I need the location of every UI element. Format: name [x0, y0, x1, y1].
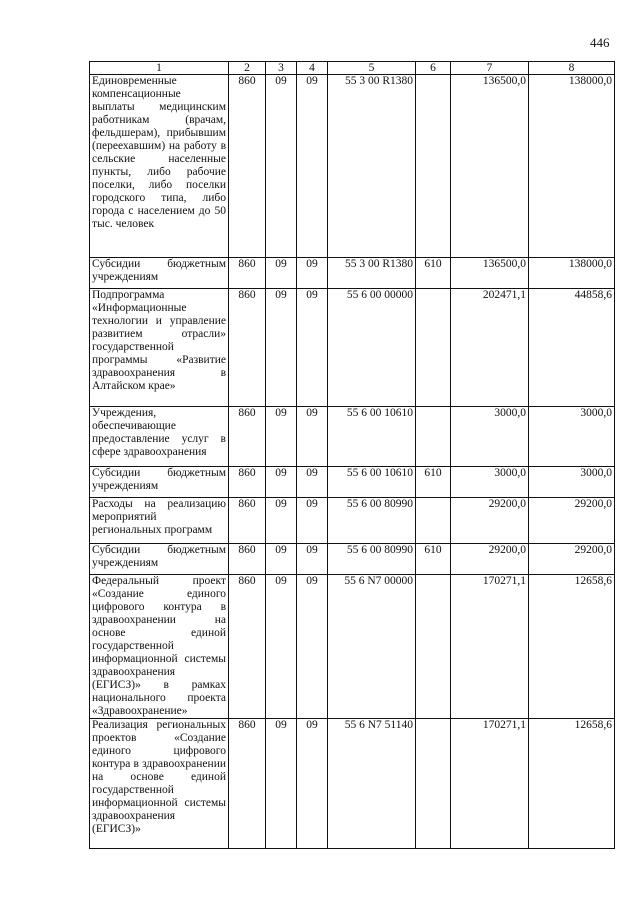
cell-section: 09: [266, 719, 297, 849]
header-col-5: 5: [328, 62, 416, 75]
cell-amount-1: 170271,1: [451, 719, 529, 849]
cell-target-article: 55 6 00 10610: [328, 467, 416, 498]
cell-admin-code: 860: [229, 75, 266, 258]
table-row: [90, 407, 615, 467]
header-col-3: 3: [266, 62, 297, 75]
cell-section: 09: [266, 289, 297, 407]
cell-target-article: 55 6 00 80990: [328, 544, 416, 575]
header-col-2: 2: [229, 62, 266, 75]
cell-amount-1: 3000,0: [451, 467, 529, 498]
budget-table: [89, 61, 615, 849]
cell-admin-code: 860: [229, 467, 266, 498]
header-row: [90, 62, 615, 75]
cell-subsection: 09: [297, 407, 328, 467]
row-name: Субсидии бюджетным учреждениям: [90, 467, 229, 498]
row-name: Расходы на реализацию мероприятий региональных программ: [90, 498, 229, 544]
header-col-7: 7: [451, 62, 529, 75]
cell-amount-1: 170271,1: [451, 575, 529, 719]
cell-subsection: 09: [297, 75, 328, 258]
cell-expense-type: [416, 498, 451, 544]
header-col-4: 4: [297, 62, 328, 75]
cell-subsection: 09: [297, 467, 328, 498]
table-row: [90, 575, 615, 719]
cell-subsection: 09: [297, 498, 328, 544]
cell-admin-code: 860: [229, 575, 266, 719]
cell-section: 09: [266, 544, 297, 575]
cell-amount-2: 3000,0: [529, 407, 615, 467]
table-row: [90, 289, 615, 407]
cell-subsection: 09: [297, 719, 328, 849]
cell-target-article: 55 3 00 R1380: [328, 75, 416, 258]
cell-admin-code: 860: [229, 498, 266, 544]
cell-expense-type: [416, 575, 451, 719]
cell-expense-type: 610: [416, 467, 451, 498]
cell-section: 09: [266, 75, 297, 258]
cell-admin-code: 860: [229, 719, 266, 849]
cell-amount-2: 138000,0: [529, 75, 615, 258]
row-name: Реализация региональных проектов «Создание единого цифрового контура в здравоохранении на основе единой государственной информационной системы здравоохранения (ЕГИСЗ)»: [90, 719, 229, 849]
cell-amount-2: 3000,0: [529, 467, 615, 498]
cell-subsection: 09: [297, 575, 328, 719]
cell-subsection: 09: [297, 544, 328, 575]
cell-amount-2: 44858,6: [529, 289, 615, 407]
header-col-6: 6: [416, 62, 451, 75]
row-name: Учреждения, обеспечивающие предоставление услуг в сфере здравоохранения: [90, 407, 229, 467]
cell-amount-1: 202471,1: [451, 289, 529, 407]
cell-admin-code: 860: [229, 407, 266, 467]
cell-subsection: 09: [297, 289, 328, 407]
cell-amount-1: 136500,0: [451, 258, 529, 289]
cell-subsection: 09: [297, 258, 328, 289]
table-row: [90, 719, 615, 849]
cell-expense-type: 610: [416, 544, 451, 575]
row-name: Федеральный проект «Создание единого цифрового контура в здравоохранении на основе единой государственной информационной системы здравоохранения (ЕГИСЗ)» в рамках национального проекта «Здравоохранение»: [90, 575, 229, 719]
cell-admin-code: 860: [229, 544, 266, 575]
row-name: Субсидии бюджетным учреждениям: [90, 258, 229, 289]
cell-amount-2: 138000,0: [529, 258, 615, 289]
cell-expense-type: 610: [416, 258, 451, 289]
cell-amount-2: 29200,0: [529, 544, 615, 575]
cell-amount-1: 29200,0: [451, 544, 529, 575]
cell-amount-1: 136500,0: [451, 75, 529, 258]
cell-target-article: 55 6 N7 00000: [328, 575, 416, 719]
cell-target-article: 55 6 00 80990: [328, 498, 416, 544]
cell-section: 09: [266, 575, 297, 719]
page-number: 446: [590, 35, 610, 50]
cell-admin-code: 860: [229, 289, 266, 407]
cell-amount-2: 12658,6: [529, 575, 615, 719]
table-row: [90, 498, 615, 544]
cell-section: 09: [266, 467, 297, 498]
cell-expense-type: [416, 289, 451, 407]
cell-expense-type: [416, 719, 451, 849]
cell-section: 09: [266, 258, 297, 289]
cell-target-article: 55 6 N7 51140: [328, 719, 416, 849]
header-col-8: 8: [529, 62, 615, 75]
cell-amount-1: 3000,0: [451, 407, 529, 467]
cell-admin-code: 860: [229, 258, 266, 289]
cell-target-article: 55 3 00 R1380: [328, 258, 416, 289]
cell-target-article: 55 6 00 10610: [328, 407, 416, 467]
table-row: [90, 467, 615, 498]
row-name: Подпрограмма «Информационные технологии и управление развитием отрасли» государственной программы «Развитие здравоохранения в Алтайском крае»: [90, 289, 229, 407]
row-name: Единовременные компенсационные выплаты медицинским работникам (врачам, фельдшерам), прибывшим (переехавшим) на работу в сельские населенные пункты, либо рабочие поселки, либо поселки городского типа, либо города с населением до 50 тыс. человек: [90, 75, 229, 258]
cell-section: 09: [266, 498, 297, 544]
table-row: [90, 75, 615, 258]
cell-target-article: 55 6 00 00000: [328, 289, 416, 407]
cell-section: 09: [266, 407, 297, 467]
cell-amount-2: 12658,6: [529, 719, 615, 849]
cell-amount-2: 29200,0: [529, 498, 615, 544]
table-row: [90, 258, 615, 289]
cell-amount-1: 29200,0: [451, 498, 529, 544]
header-col-1: 1: [90, 62, 229, 75]
cell-expense-type: [416, 75, 451, 258]
table-row: [90, 544, 615, 575]
cell-expense-type: [416, 407, 451, 467]
row-name: Субсидии бюджетным учреждениям: [90, 544, 229, 575]
